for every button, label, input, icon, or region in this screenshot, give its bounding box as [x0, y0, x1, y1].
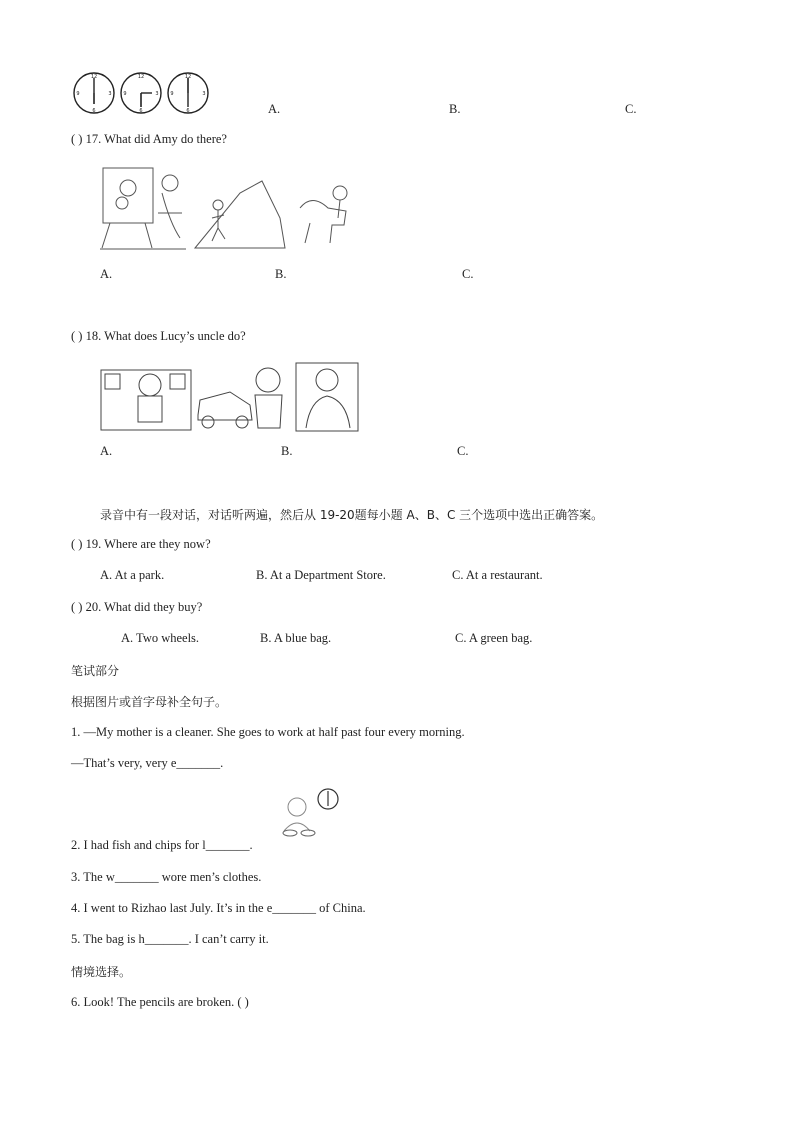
sentence-5: 5. The bag is h_______. I can’t carry it.	[71, 932, 269, 946]
q19-option-c: C. At a restaurant.	[452, 568, 543, 582]
written-section-title: 笔试部分	[71, 664, 120, 678]
q20-option-a: A. Two wheels.	[121, 631, 200, 645]
svg-text:9: 9	[123, 91, 127, 97]
q18-question: ( ) 18. What does Lucy’s uncle do?	[71, 329, 246, 343]
q19-option-a: A. At a park.	[100, 568, 165, 582]
svg-text:3: 3	[108, 91, 112, 97]
painting-icon	[100, 168, 186, 249]
climbing-icon	[195, 181, 285, 248]
svg-text:9: 9	[170, 91, 174, 97]
q16-option-a: A.	[268, 102, 281, 116]
sentence-1-reply: —That’s very, very e_______.	[71, 756, 224, 770]
taxi-driver-icon	[198, 368, 282, 428]
q19-question: ( ) 19. Where are they now?	[71, 537, 211, 551]
clock-images	[72, 70, 212, 116]
q17-question: ( ) 17. What did Amy do there?	[71, 132, 227, 146]
sentence-3: 3. The w_______ wore men’s clothes.	[71, 870, 262, 884]
section1-title: 根据图片或首字母补全句子。	[71, 695, 228, 709]
svg-text:6: 6	[139, 108, 143, 114]
q16-option-b: B.	[449, 102, 461, 116]
horse-riding-icon	[300, 186, 347, 243]
q17-images	[100, 163, 362, 251]
sentence-1: 1. —My mother is a cleaner. She goes to work at half past four every morning.	[71, 725, 465, 739]
sentence-6: 6. Look! The pencils are broken. ( )	[71, 995, 249, 1009]
lunch-clock-image	[272, 787, 342, 839]
q18-option-a: A.	[100, 444, 113, 458]
q17-option-b: B.	[275, 267, 287, 281]
q17-option-a: A.	[100, 267, 113, 281]
svg-text:12: 12	[184, 74, 192, 80]
q20-option-b: B. A blue bag.	[260, 631, 332, 645]
sentence-4: 4. I went to Rizhao last July. It’s in the e_______ of China.	[71, 901, 366, 915]
q18-option-b: B.	[281, 444, 293, 458]
doctor-icon	[296, 363, 358, 431]
section2-title: 情境选择。	[71, 965, 132, 979]
q16-option-c: C.	[625, 102, 637, 116]
q18-option-c: C.	[457, 444, 469, 458]
q20-question: ( ) 20. What did they buy?	[71, 600, 203, 614]
svg-text:3: 3	[155, 91, 159, 97]
q18-images	[100, 360, 362, 432]
svg-text:9: 9	[76, 91, 80, 97]
q17-option-c: C.	[462, 267, 474, 281]
svg-text:3: 3	[202, 91, 206, 97]
sentence-2: 2. I had fish and chips for l_______.	[71, 838, 253, 852]
svg-text:12: 12	[137, 74, 145, 80]
q19-option-b: B. At a Department Store.	[256, 568, 386, 582]
svg-text:12: 12	[90, 74, 98, 80]
worker-icon	[101, 370, 191, 430]
q20-option-c: C. A green bag.	[455, 631, 533, 645]
listening-instruction: 录音中有一段对话，对话听两遍，然后从 19-20题每小题 A、B、C 三个选项中选出正确答案。	[100, 508, 604, 522]
svg-text:6: 6	[186, 108, 190, 114]
svg-text:6: 6	[92, 108, 96, 114]
